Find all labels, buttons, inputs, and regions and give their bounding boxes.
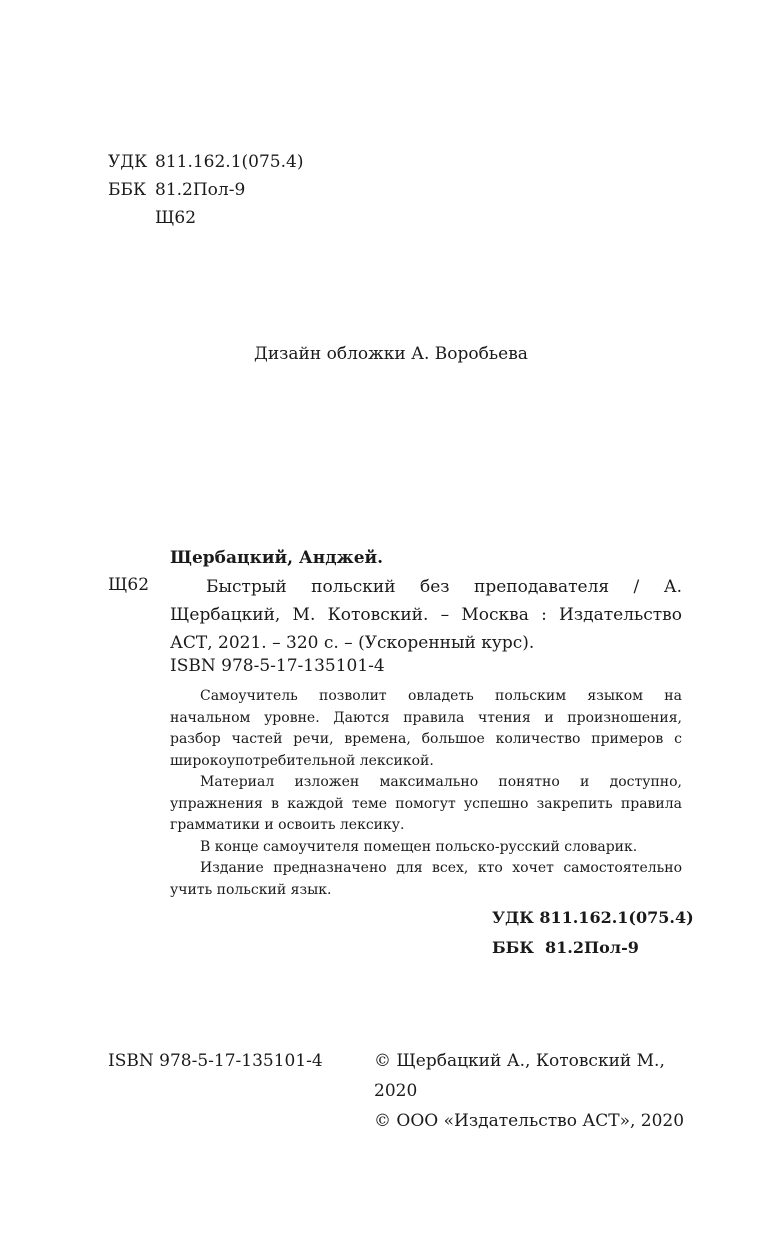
bbk-label: ББК (108, 180, 147, 200)
cover-designer: Дизайн обложки А. Воробьева (254, 344, 528, 364)
record-codes (492, 903, 694, 963)
annotation (170, 686, 682, 901)
bbk-value: 81.2Пол-9 (155, 180, 246, 200)
annotation-paragraph: Материал изложен максимально понятно и доступно, упражнения в каждой теме помогут успешно закрепить правила грамматики и освоить лексику. (170, 774, 682, 833)
udk-label: УДК (108, 152, 148, 172)
classification-block (108, 148, 303, 232)
copyright-block (374, 1046, 684, 1136)
author-sign-line (108, 204, 303, 232)
author-heading: Щербацкий, Анджей. (170, 548, 384, 568)
annotation-paragraph: В конце самоучителя помещен польско-русский словарик. (200, 838, 638, 855)
record-author-sign: Щ62 (108, 575, 150, 595)
udk-value: 811.162.1(075.4) (155, 152, 304, 172)
author-sign: Щ62 (155, 208, 197, 228)
bibliographic-description (170, 573, 682, 657)
record-isbn: ISBN 978-5-17-135101-4 (170, 656, 385, 676)
bbk-line (108, 176, 303, 204)
record-udk: УДК 811.162.1(075.4) (492, 908, 694, 927)
copyright-year: 2020 (374, 1081, 418, 1101)
udk-line (108, 148, 303, 176)
footer-isbn: ISBN 978-5-17-135101-4 (108, 1051, 323, 1071)
copyright-publisher: © ООО «Издательство АСТ», 2020 (374, 1111, 685, 1131)
copyright-authors: © Щербацкий А., Котовский М., (374, 1051, 665, 1071)
record-bbk: ББК 81.2Пол-9 (492, 938, 639, 957)
bibliographic-text: Быстрый польский без преподавателя / А. Щербацкий, М. Котовский. – Москва : Издательство АСТ, 2021. – 320 с. – (Ускоренный курс). (170, 577, 682, 653)
annotation-paragraph: Самоучитель позволит овладеть польским языком на начальном уровне. Даются правила чтения и произношения, разбор частей речи, времена, большое количество примеров с широкоупотребительной лексикой. (170, 688, 682, 769)
annotation-paragraph: Издание предназначено для всех, кто хочет самостоятельно учить польский язык. (170, 860, 682, 898)
